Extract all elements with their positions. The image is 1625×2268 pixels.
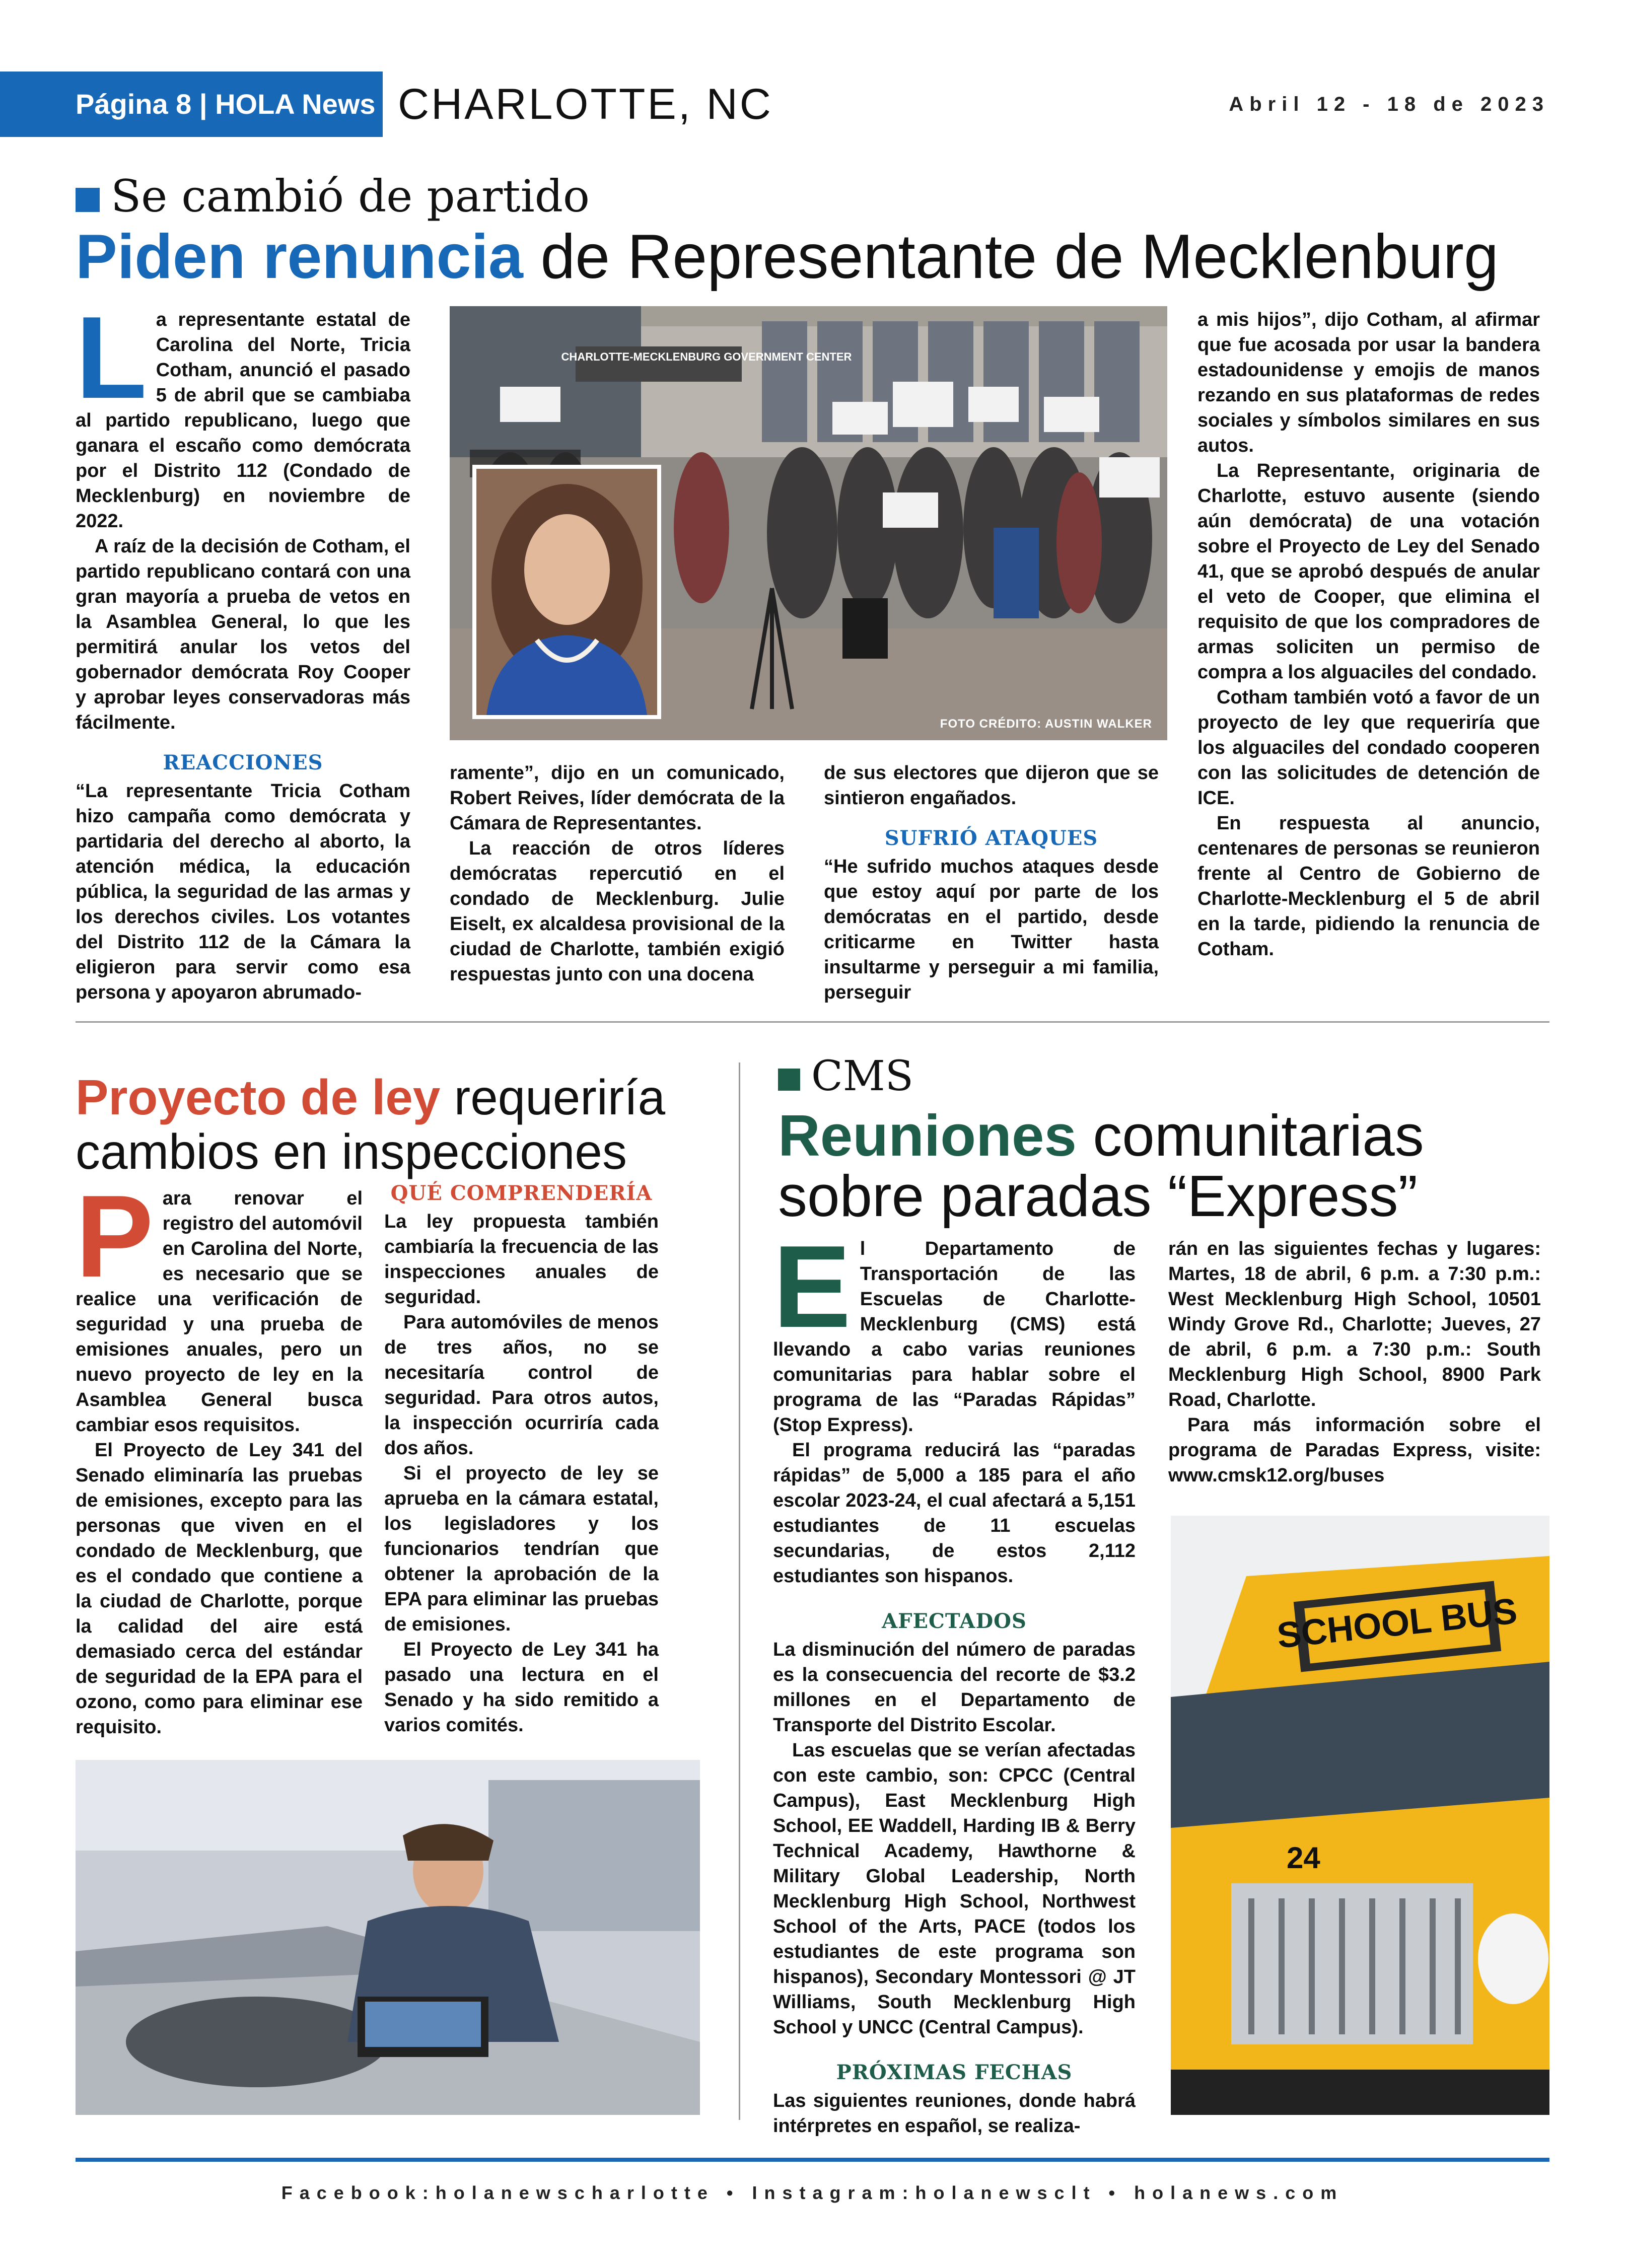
issue-date: Abril 12 - 18 de 2023 bbox=[1229, 93, 1549, 115]
subheading-proximas-fechas: PRÓXIMAS FECHAS bbox=[836, 2061, 1073, 2084]
drop-cap: E bbox=[773, 1222, 851, 1352]
article3-headline: Reuniones comunitarias sobre paradas “Express” bbox=[778, 1103, 1424, 1229]
portrait-inset bbox=[472, 465, 661, 719]
school-bus-photo bbox=[1171, 1516, 1549, 2115]
photo-credit: FOTO CRÉDITO: AUSTIN WALKER bbox=[940, 717, 1152, 731]
article2-col1: P ara renovar el registro del automóvil en Carolina del Norte, es necesario que se realice una verificación de seguridad y una prueba de emisiones anuales, pero un nuevo proyecto de ley en la Asamblea General busca cambiar esos requisitos. El Proyecto de Ley 341 del Senado eliminaría las pruebas de emisiones, excepto para las personas que viven en el condado de Mecklenburg, que es el condado que contiene a la ciudad de Charlotte, porque la calidad del aire está demasiado cerca del estándar de seguridad de la EPA para el ozono, como para eliminar ese requisito. bbox=[76, 1171, 363, 1738]
article2-col2: QUÉ COMPRENDERÍA La ley propuesta también cambiaría la frecuencia de las inspecciones anuales de seguridad. Para automóviles de menos de tres años, no se necesitaría control de seguridad. Para otros autos, la inspección ocurriría cada dos años. Si el proyecto de ley se aprueba en la cámara estatal, los legisladores y los funcionarios tendrían que obtener la aprobación de la EPA para eliminar las pruebas de emisiones. El Proyecto de Ley 341 ha pasado una lectura en el Senado y ha sido remitido a varios comités. bbox=[384, 1181, 659, 1736]
article3-col1: E l Departamento de Transportación de las Escuelas de Charlotte-Mecklenburg (CMS) está llevando a cabo varias reuniones comunitarias para hablar sobre el programa de las “Paradas Rápidas” (Stop Express). El programa reducirá las “paradas rápidas” de 5,000 a 185 para el año escolar 2023-24, el cual afectará a 5,151 estudiantes de 11 escuelas secundarias, de estos 2,112 estudiantes son hispanos. AFECTADOS La disminución del número de paradas es la consecuencia del recorte de $3.2 millones en el Departamento de Transporte del Distrito Escolar. Las escuelas que se verían afectadas con este cambio, son: CPCC (Central Campus), East Mecklenburg High School, EE Waddell, Harding IB & Berry Technical Academy, Hawthorne & Military Global Leadership, North Mecklenburg High School, Northwest School of the Arts, PACE (todos los estudiantes de este programa son hispanos), Secondary Montessori @ JT Williams, South Mecklenburg High School y UNCC (Central Campus). PRÓXIMAS FECHAS Las siguientes reuniones, donde habrá intérpretes en español, se realiza- bbox=[773, 1222, 1136, 2137]
mechanic-photo-illustration bbox=[76, 1760, 700, 2115]
footer-rule bbox=[76, 2158, 1549, 2162]
article3-col2: rán en las siguientes fechas y lugares: Martes, 18 de abril, 6 p.m. a 7:30 p.m.: West Mecklenburg High School, 10501 Windy Grove Rd., Charlotte; Jueves, 27 de abril, 6 p.m. a 7:30 p.m.: South Mecklenburg High School, 8900 Park Road, Charlotte. Para más información sobre el programa de Paradas Express, visite: www.cmsk12.org/buses bbox=[1168, 1238, 1541, 1486]
subheading-sufrio-ataques: SUFRIÓ ATAQUES bbox=[884, 826, 1098, 850]
subheading-reacciones: REACCIONES bbox=[163, 751, 323, 774]
building-sign: CHARLOTTE-MECKLENBURG GOVERNMENT CENTER bbox=[561, 350, 852, 363]
article1-col4: a mis hijos”, dijo Cotham, al afirmar que fue acosada por usar la bandera estadounidense y emojis de manos rezando en sus plataformas de redes sociales y símbolos similares en sus autos. La Representante, originaria de Charlotte, estuvo ausente (siendo aún demócrata) de una votación sobre el Proyecto de Ley del Senado 41, que se aprobó después de anular el veto de Cooper, que elimina el requisito de que los compradores de armas soliciten un permiso de compra a los alguaciles del condado. Cotham también votó a favor de un proyecto de ley que requeriría que los alguaciles del condado cooperen con las solicitudes de detención de ICE. En respuesta al anuncio, centenares de personas se reunieron frente al Centro de Gobierno de Charlotte-Mecklenburg el 5 de abril en la tarde, pidiendo la renuncia de Cotham. bbox=[1197, 309, 1540, 960]
square-icon bbox=[76, 188, 100, 212]
protest-photo bbox=[450, 306, 1167, 740]
article1-kicker: Se cambió de partido bbox=[76, 171, 590, 222]
subheading-afectados: AFECTADOS bbox=[882, 1609, 1027, 1633]
footer-social-links: Facebook:holanewscharlotte • Instagram:holanewsclt • holanews.com bbox=[281, 2182, 1344, 2203]
section-divider bbox=[76, 1021, 1549, 1023]
drop-cap: P bbox=[76, 1171, 154, 1302]
bus-sign-text: SCHOOL BUS bbox=[1275, 1591, 1519, 1656]
article3-kicker: CMS bbox=[778, 1052, 913, 1101]
article1-headline: Piden renuncia de Representante de Mecklenburg bbox=[76, 222, 1499, 292]
drop-cap: L bbox=[76, 293, 147, 423]
school-bus-illustration bbox=[1171, 1516, 1549, 2115]
mechanic-photo bbox=[76, 1760, 700, 2115]
article1-col3: de sus electores que dijeron que se sintieron engañados. SUFRIÓ ATAQUES “He sufrido muchos ataques desde que estoy aquí por parte de los demócratas en el partido, desde criticarme en Twitter hasta insultarme y perseguir a mi familia, perseguir bbox=[824, 762, 1159, 1003]
portrait-illustration bbox=[476, 469, 657, 715]
square-icon bbox=[778, 1069, 800, 1091]
bus-number: 24 bbox=[1287, 1841, 1320, 1875]
article2-headline: Proyecto de ley requeriría cambios en inspecciones bbox=[76, 1070, 666, 1179]
column-divider bbox=[739, 1062, 740, 2120]
article1-col1: L a representante estatal de Carolina del Norte, Tricia Cotham, anunció el pasado 5 de abril que se cambiaba al partido republicano, luego que ganara el escaño como demócrata por el Distrito 112 (Condado de Mecklenburg) en noviembre de 2022. A raíz de la decisión de Cotham, el partido republicano contará con una gran mayoría a prueba de vetos en la Asamblea General, lo que les permitirá anular los vetos del gobernador demócrata Roy Cooper y aprobar leyes conservadoras más fácilmente. REACCIONES “La representante Tricia Cotham hizo campaña como demócrata y partidaria del derecho al aborto, la atención médica, la educación pública, la seguridad de las armas y los derechos civiles. Los votantes del Distrito 112 de la Cámara la eligieron para servir como esa persona y apoyaron abrumado- bbox=[76, 293, 410, 1003]
page-label: Página 8 | HOLA News bbox=[0, 72, 383, 137]
city-label: CHARLOTTE, NC bbox=[398, 80, 773, 128]
subheading-que-comprenderia: QUÉ COMPRENDERÍA bbox=[390, 1181, 653, 1205]
article1-col2: ramente”, dijo en un comunicado, Robert Reives, líder demócrata de la Cámara de Representantes. La reacción de otros líderes demócratas repercutió en el condado de Mecklenburg. Julie Eiselt, ex alcaldesa provisional de la ciudad de Charlotte, también exigió respuestas junto con una docena bbox=[450, 762, 785, 985]
